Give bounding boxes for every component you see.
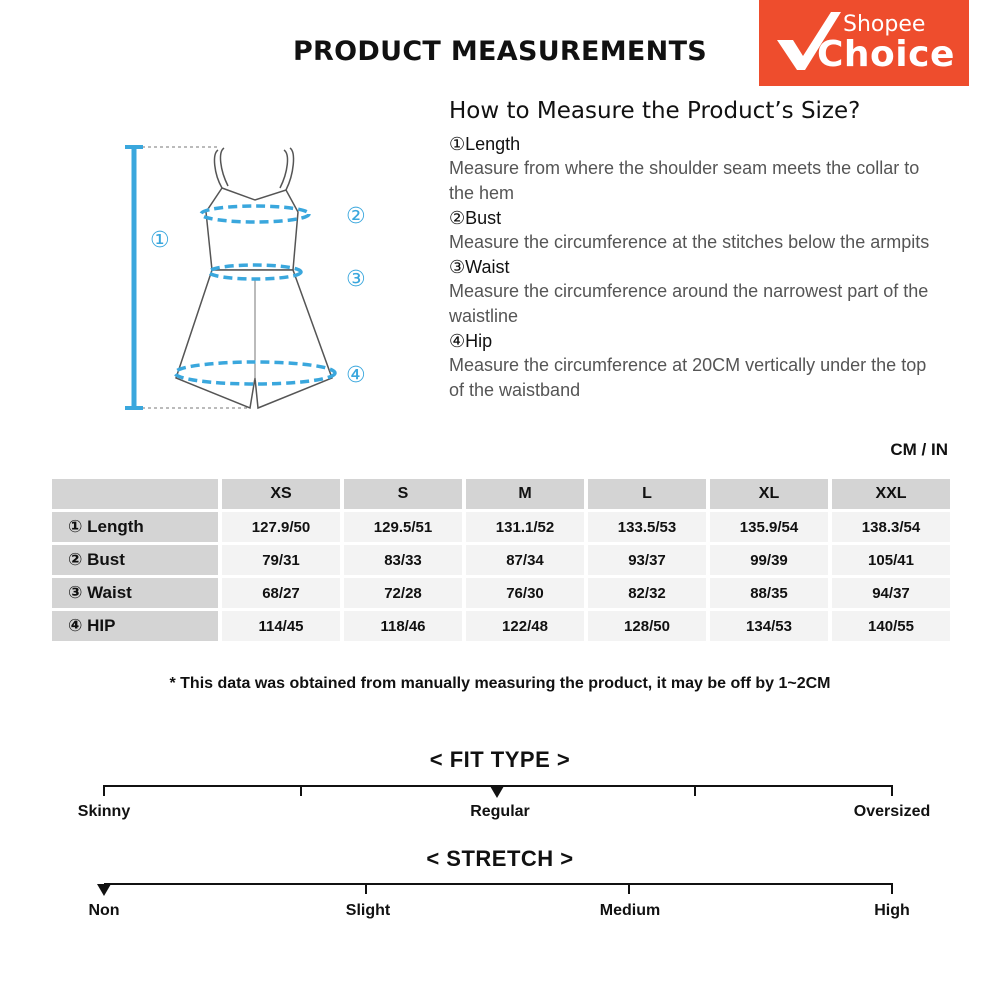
table-cell: 83/33 (344, 545, 462, 575)
table-cell: 122/48 (466, 611, 584, 641)
fit-type-tick (694, 785, 696, 796)
measure-item-title: ②Bust (449, 208, 502, 228)
how-to-heading: How to Measure the Product’s Size? (449, 98, 861, 124)
size-header: L (588, 479, 706, 509)
stretch-label-slight: Slight (345, 902, 391, 919)
measure-item-desc: Measure the circumference at 20CM vertically under the top of the waistband (449, 355, 927, 400)
size-header: XXL (832, 479, 950, 509)
stretch-label-non: Non (88, 902, 120, 919)
fit-type-title: < FIT TYPE > (429, 747, 571, 772)
table-cell: 131.1/52 (466, 512, 584, 542)
measure-item-waist (449, 255, 969, 329)
measure-item-title: ③Waist (449, 257, 510, 277)
stretch-label-high: High (874, 902, 910, 919)
table-cell: 68/27 (222, 578, 340, 608)
fit-type-label-regular: Regular (470, 803, 530, 820)
stretch-title: < STRETCH > (426, 846, 574, 871)
badge-shopee-text: Shopee (843, 12, 926, 37)
stretch-tick (628, 883, 630, 894)
row-label: ④ HIP (52, 611, 218, 641)
fit-type-marker-icon (490, 786, 504, 798)
table-header-row (52, 479, 950, 509)
diagram-label-waist: ③ (346, 267, 366, 292)
measure-item-desc: Measure the circumference around the narrowest part of the waistline (449, 281, 929, 326)
table-cell: 76/30 (466, 578, 584, 608)
table-cell: 87/34 (466, 545, 584, 575)
measure-item-desc: Measure the circumference at the stitches below the armpits (449, 232, 930, 252)
table-cell: 93/37 (588, 545, 706, 575)
table-cell: 138.3/54 (832, 512, 950, 542)
size-table (48, 476, 954, 644)
fit-type-tick (891, 785, 893, 796)
table-cell: 79/31 (222, 545, 340, 575)
measure-item-length (449, 132, 969, 206)
dress-diagram (100, 130, 400, 430)
table-cell: 128/50 (588, 611, 706, 641)
table-row (52, 611, 950, 641)
row-label: ① Length (52, 512, 218, 542)
stretch-label-medium: Medium (599, 902, 661, 919)
stretch-marker-icon (97, 884, 111, 896)
table-cell: 127.9/50 (222, 512, 340, 542)
table-cell: 134/53 (710, 611, 828, 641)
measure-item-hip (449, 329, 969, 403)
stretch-tick (365, 883, 367, 894)
size-header: XS (222, 479, 340, 509)
table-cell: 140/55 (832, 611, 950, 641)
stretch-line (104, 883, 893, 885)
table-cell: 135.9/54 (710, 512, 828, 542)
page-title: PRODUCT MEASUREMENTS (292, 36, 708, 67)
table-row (52, 578, 950, 608)
table-cell: 118/46 (344, 611, 462, 641)
measure-item-desc: Measure from where the shoulder seam meets the collar to the hem (449, 158, 920, 203)
size-header: M (466, 479, 584, 509)
measure-item-bust (449, 206, 969, 255)
size-header: S (344, 479, 462, 509)
table-row (52, 512, 950, 542)
table-corner-cell (52, 479, 218, 509)
fit-type-tick (300, 785, 302, 796)
shopee-choice-badge (759, 0, 969, 86)
badge-choice-text: Choice (817, 34, 955, 75)
table-cell: 72/28 (344, 578, 462, 608)
diagram-label-bust: ② (346, 204, 366, 229)
fit-type-label-skinny: Skinny (77, 803, 131, 820)
table-cell: 114/45 (222, 611, 340, 641)
measure-item-title: ④Hip (449, 331, 493, 351)
measure-item-title: ①Length (449, 134, 521, 154)
measurement-note: * This data was obtained from manually measuring the product, it may be off by 1~2CM (169, 675, 831, 692)
row-label: ③ Waist (52, 578, 218, 608)
row-label: ② Bust (52, 545, 218, 575)
size-header: XL (710, 479, 828, 509)
diagram-label-length: ① (150, 228, 170, 253)
table-cell: 88/35 (710, 578, 828, 608)
table-row (52, 545, 950, 575)
table-cell: 133.5/53 (588, 512, 706, 542)
how-to-measure-section (449, 98, 969, 403)
units-label: CM / IN (890, 440, 948, 459)
table-cell: 82/32 (588, 578, 706, 608)
table-cell: 94/37 (832, 578, 950, 608)
diagram-label-hip: ④ (346, 363, 366, 388)
table-cell: 99/39 (710, 545, 828, 575)
table-cell: 129.5/51 (344, 512, 462, 542)
stretch-tick (891, 883, 893, 894)
table-cell: 105/41 (832, 545, 950, 575)
fit-type-label-oversized: Oversized (853, 803, 931, 820)
fit-type-tick (103, 785, 105, 796)
